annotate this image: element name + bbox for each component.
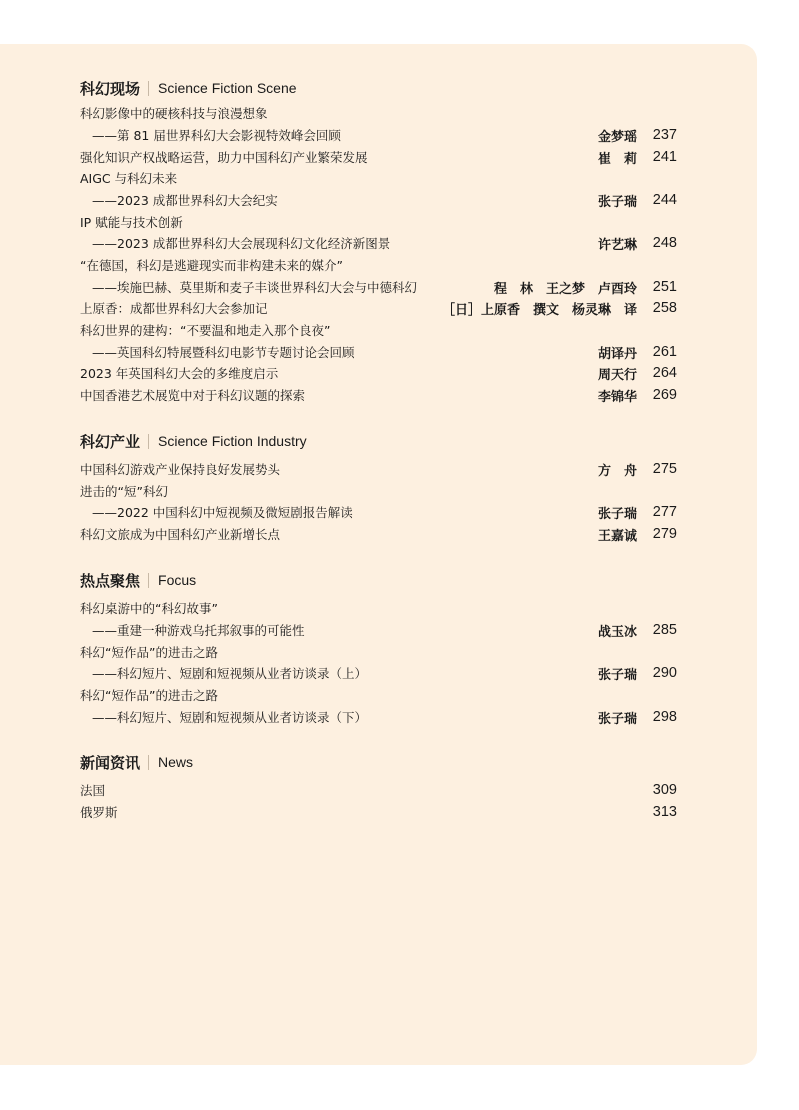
entry-title: 中国科幻游戏产业保持良好发展势头 [80,462,281,477]
entry-title: ——英国科幻特展暨科幻电影节专题讨论会回顾 [92,345,355,360]
section-title-cn: 热点聚焦 [80,571,141,590]
entry-page-number: 244 [652,192,677,208]
toc-entry-row[interactable] [80,642,677,662]
toc-entry-row[interactable] [80,168,677,188]
entry-page-number: 277 [652,504,677,520]
section-heading [80,76,297,100]
toc-entry-row[interactable] [80,802,677,822]
entry-title: 上原香：成都世界科幻大会参加记 [80,301,268,316]
toc-entry-row[interactable] [80,212,677,232]
entry-title: ——科幻短片、短剧和短视频从业者访谈录（上） [92,666,368,681]
toc-subtitle-row[interactable] [80,502,677,522]
section-heading [80,568,196,592]
toc-entry-row[interactable] [80,147,677,167]
entry-page-number: 285 [652,622,677,638]
entry-author: 周天行 [597,367,637,383]
entry-title: AIGC 与科幻未来 [80,171,178,186]
section-divider [148,81,149,96]
entry-author: 方 舟 [597,463,637,479]
toc-subtitle-row[interactable] [80,342,677,362]
section-title-cn: 科幻现场 [80,79,141,98]
toc-entry-row[interactable] [80,598,677,618]
section-heading [80,429,307,453]
entry-title: ——2023 成都世界科幻大会展现科幻文化经济新图景 [92,236,391,251]
entry-author: 张子瑞 [597,711,637,727]
entry-title: 科幻“短作品”的进击之路 [80,688,218,703]
entry-title: 强化知识产权战略运营，助力中国科幻产业繁荣发展 [80,150,368,165]
entry-page-number: 275 [652,461,677,477]
entry-author: 王嘉诚 [597,528,637,544]
toc-entry-row[interactable] [80,255,677,275]
entry-author: ［日］上原香 撰文 杨灵琳 译 [441,302,637,318]
toc-subtitle-row[interactable] [80,620,677,640]
entry-title: ——埃施巴赫、莫里斯和麦子丰谈世界科幻大会与中德科幻 [92,280,418,295]
entry-title: “在德国，科幻是逃避现实而非构建未来的媒介” [80,258,343,273]
toc-subtitle-row[interactable] [80,663,677,683]
entry-page-number: 264 [652,365,677,381]
toc-entry-row[interactable] [80,685,677,705]
entry-page-number: 258 [652,300,677,316]
entry-title: IP 赋能与技术创新 [80,215,183,230]
entry-page-number: 251 [652,279,677,295]
toc-entry-row[interactable] [80,103,677,123]
section-title-en: News [158,754,194,770]
entry-title: 中国香港艺术展览中对于科幻议题的探索 [80,388,306,403]
entry-title: 2023 年英国科幻大会的多维度启示 [80,366,279,381]
section-title-cn: 科幻产业 [80,432,141,451]
section-heading [80,750,193,774]
entry-page-number: 309 [652,782,677,798]
entry-page-number: 298 [652,709,677,725]
entry-author: 张子瑞 [597,667,637,683]
entry-page-number: 269 [652,387,677,403]
entry-author: 程 林 王之梦 卢酉玲 [493,281,637,297]
toc-subtitle-row[interactable] [80,190,677,210]
entry-author: 张子瑞 [597,506,637,522]
entry-title: 法国 [80,783,106,798]
entry-author: 战玉冰 [597,624,637,640]
section-divider [148,434,149,449]
entry-title: 进击的“短”科幻 [80,484,168,499]
entry-title: 科幻文旅成为中国科幻产业新增长点 [80,527,281,542]
entry-title: 科幻影像中的硬核科技与浪漫想象 [80,106,268,121]
entry-title: 科幻世界的建构：“不要温和地走入那个良夜” [80,323,331,338]
entry-author: 张子瑞 [597,194,637,210]
entry-author: 金梦瑶 [597,129,637,145]
toc-subtitle-row[interactable] [80,125,677,145]
entry-title: ——第 81 届世界科幻大会影视特效峰会回顾 [92,128,341,143]
contents-panel [0,44,757,1065]
toc-entry-row[interactable] [80,363,677,383]
section-title-en: Science Fiction Industry [158,433,307,449]
entry-page-number: 313 [652,804,677,820]
entry-page-number: 290 [652,665,677,681]
toc-subtitle-row[interactable] [80,233,677,253]
toc-entry-row[interactable] [80,780,677,800]
entry-author: 崔 莉 [597,151,637,167]
entry-page-number: 241 [652,149,677,165]
entry-title: ——2022 中国科幻中短视频及微短剧报告解读 [92,505,353,520]
toc-entry-row[interactable] [80,320,677,340]
section-title-cn: 新闻资讯 [80,753,141,772]
entry-title: ——重建一种游戏乌托邦叙事的可能性 [92,623,305,638]
entry-title: ——科幻短片、短剧和短视频从业者访谈录（下） [92,710,368,725]
entry-page-number: 261 [652,344,677,360]
toc-entry-row[interactable] [80,298,677,318]
entry-title: 科幻“短作品”的进击之路 [80,645,218,660]
toc-entry-row[interactable] [80,524,677,544]
entry-author: 许艺琳 [597,237,637,253]
entry-title: 科幻桌游中的“科幻故事” [80,601,218,616]
toc-subtitle-row[interactable] [80,707,677,727]
entry-page-number: 237 [652,127,677,143]
entry-title: 俄罗斯 [80,805,118,820]
entry-page-number: 279 [652,526,677,542]
entry-title: ——2023 成都世界科幻大会纪实 [92,193,278,208]
section-divider [148,755,149,770]
section-title-en: Science Fiction Scene [158,80,297,96]
toc-subtitle-row[interactable] [80,277,677,297]
section-title-en: Focus [158,572,197,588]
toc-entry-row[interactable] [80,385,677,405]
entry-author: 胡译丹 [597,346,637,362]
entry-author: 李锦华 [597,389,637,405]
section-divider [148,573,149,588]
toc-entry-row[interactable] [80,459,677,479]
toc-entry-row[interactable] [80,481,677,501]
entry-page-number: 248 [652,235,677,251]
